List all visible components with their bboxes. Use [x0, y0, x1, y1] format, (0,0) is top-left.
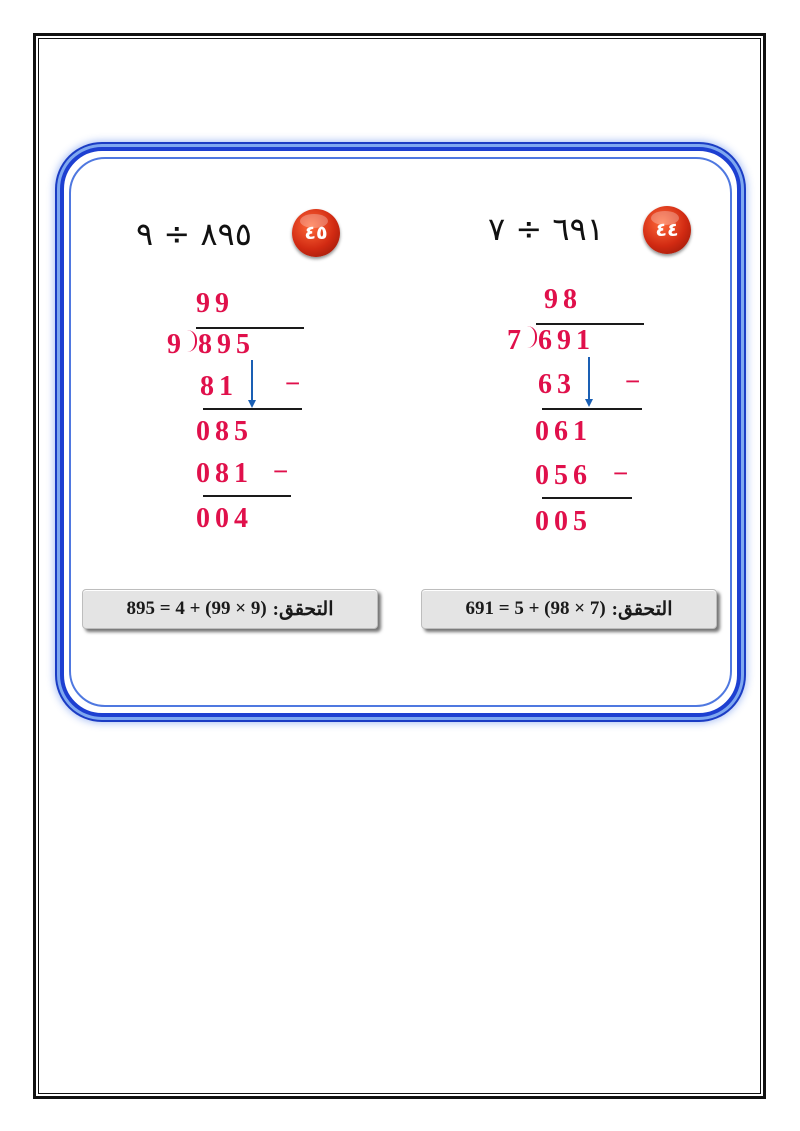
check-expression: (7 × 98) + 5 = 691 — [465, 598, 606, 619]
arrow-down-icon — [248, 400, 256, 408]
divisor: 7 — [507, 325, 526, 356]
subtrahend-1: 81 — [200, 371, 238, 402]
subtrahend-1: 63 — [538, 369, 576, 400]
subtraction-line — [542, 408, 642, 410]
remainder: 005 — [535, 506, 592, 537]
subtraction-line — [203, 495, 291, 497]
check-label: التحقق: — [611, 598, 673, 620]
dividend: 691 — [538, 325, 595, 356]
partial-remainder: 085 — [196, 416, 253, 447]
minus-sign: − — [273, 456, 289, 486]
problem-expression: ٦٩١ ÷ ٧ — [488, 210, 604, 248]
minus-sign: − — [625, 366, 641, 396]
subtrahend-2: 081 — [196, 458, 253, 489]
arrow-down-icon — [251, 360, 253, 400]
subtraction-line — [542, 497, 632, 499]
partial-remainder: 061 — [535, 416, 592, 447]
subtraction-line — [203, 408, 302, 410]
check-box — [82, 589, 378, 629]
problem-number-badge: ٤٤ — [643, 206, 691, 254]
problem-expression: ٨٩٥ ÷ ٩ — [136, 215, 252, 253]
quotient: 99 — [196, 288, 234, 319]
dividend: 895 — [198, 329, 255, 360]
minus-sign: − — [613, 458, 629, 488]
subtrahend-2: 056 — [535, 460, 592, 491]
check-expression: (9 × 99) + 4 = 895 — [126, 598, 267, 619]
remainder: 004 — [196, 503, 253, 534]
problem-number-badge: ٤٥ — [292, 209, 340, 257]
check-label: التحقق: — [272, 598, 334, 620]
arrow-down-icon — [588, 357, 590, 399]
arrow-down-icon — [585, 399, 593, 407]
check-box — [421, 589, 717, 629]
divisor: 9 — [167, 329, 186, 360]
quotient: 98 — [544, 284, 582, 315]
minus-sign: − — [285, 368, 301, 398]
